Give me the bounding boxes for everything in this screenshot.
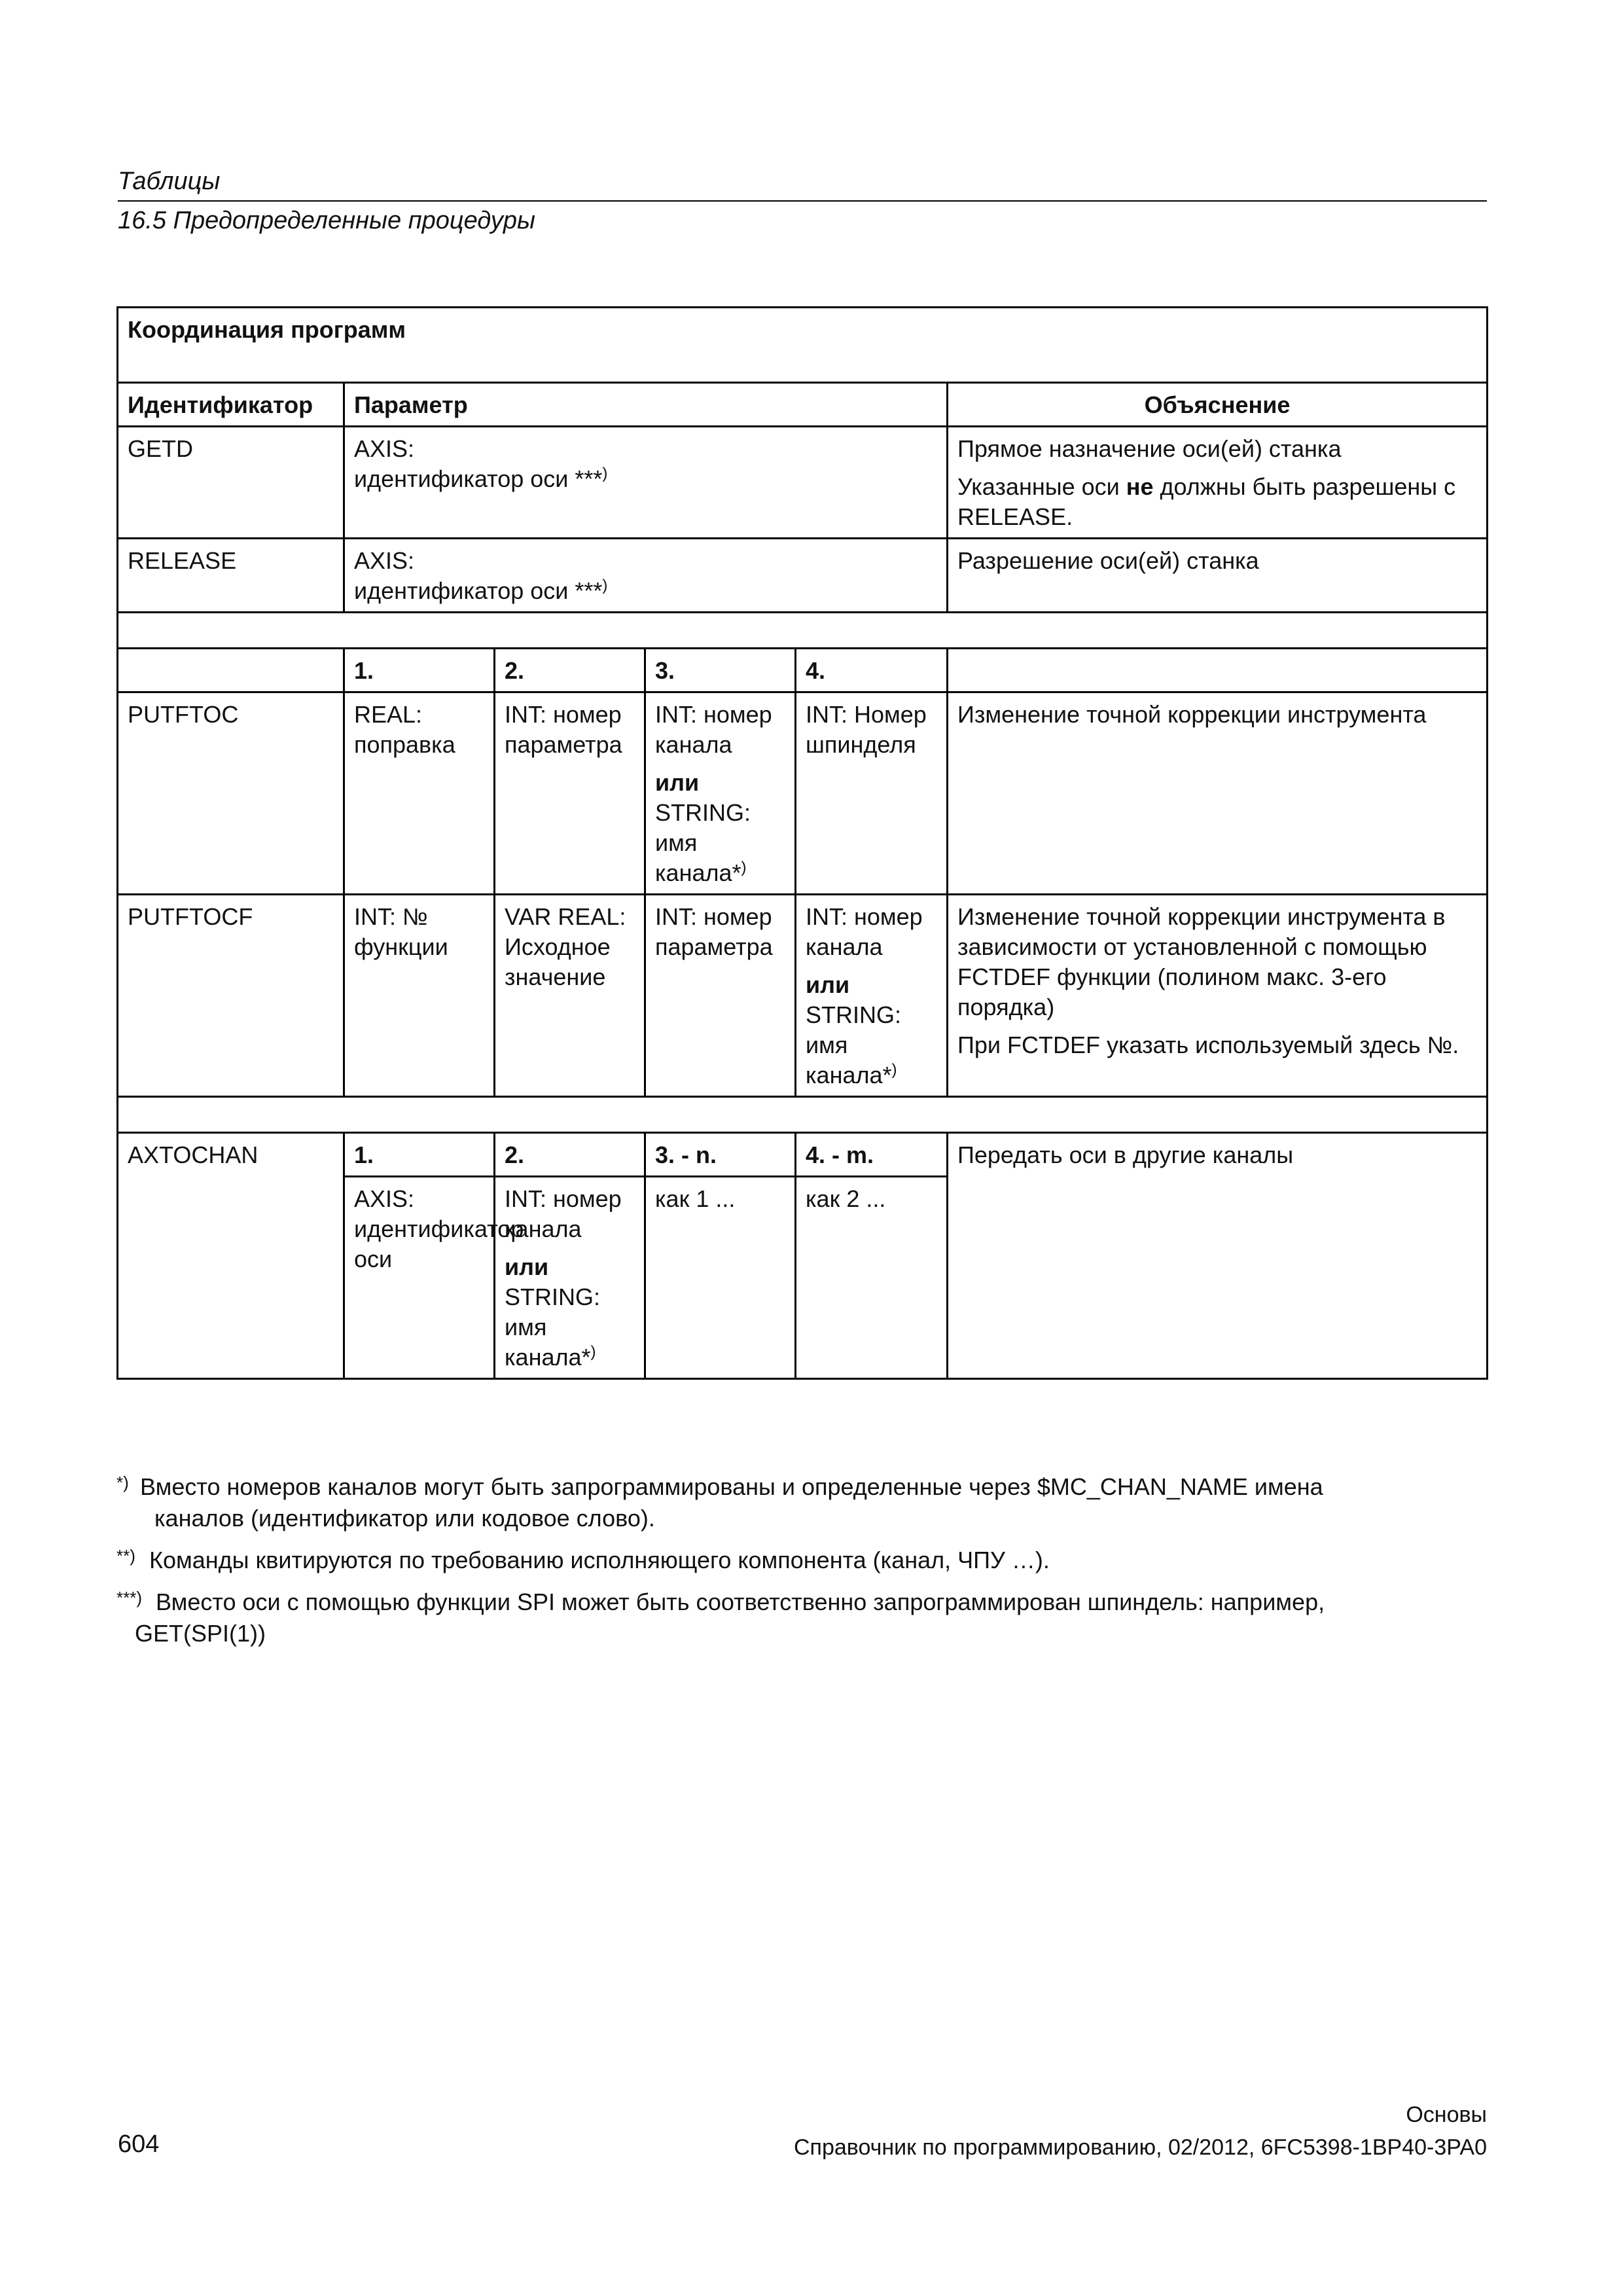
footer-book: Основы bbox=[1406, 2102, 1487, 2127]
param-text: STRING: имя канала*) bbox=[505, 1283, 601, 1371]
table-title: Координация программ bbox=[118, 308, 1488, 383]
row-identifier: RELEASE bbox=[118, 539, 344, 613]
table-title-row bbox=[118, 308, 1488, 383]
param-line: идентификатор оси ***) bbox=[354, 465, 608, 492]
row-identifier: PUTFTOCF bbox=[118, 895, 344, 1097]
param-1: INT: № функции bbox=[344, 895, 495, 1097]
separator bbox=[118, 1097, 1488, 1133]
or-label: или bbox=[505, 1253, 549, 1280]
footnote-text: Вместо номеров каналов могут быть запрограммированы и определенные через $MC_CHAN_NAME имена bbox=[140, 1473, 1323, 1500]
footnote-text: каналов (идентификатор или кодовое слово). bbox=[154, 1505, 655, 1532]
row-identifier: AXTOCHAN bbox=[118, 1133, 344, 1379]
or-label: или bbox=[655, 769, 700, 796]
param-3 bbox=[645, 692, 796, 895]
row-identifier: GETD bbox=[118, 427, 344, 539]
param-3: INT: номер параметра bbox=[645, 895, 796, 1097]
row-parameter bbox=[344, 427, 948, 539]
param-2: INT: номер параметра bbox=[495, 692, 645, 895]
footnote-text: Команды квитируются по требованию исполняющего компонента (канал, ЧПУ …). bbox=[149, 1547, 1050, 1573]
row-parameter bbox=[344, 539, 948, 613]
footnote-text: GET(SPI(1)) bbox=[135, 1620, 266, 1647]
param-2: VAR REAL: Исходное значение bbox=[495, 895, 645, 1097]
row-explanation bbox=[948, 895, 1488, 1097]
param-text: INT: номер канала bbox=[806, 903, 923, 960]
separator-row bbox=[118, 1097, 1488, 1133]
table-row-release bbox=[118, 539, 1488, 613]
param-number: 4. bbox=[796, 649, 948, 692]
row-explanation: Изменение точной коррекции инструмента bbox=[948, 692, 1488, 895]
footnote bbox=[116, 1545, 1488, 1576]
param-3: как 1 ... bbox=[645, 1177, 796, 1379]
footnote-marker: **) bbox=[116, 1546, 135, 1566]
param-number: 1. bbox=[344, 1133, 495, 1177]
param-number: 2. bbox=[495, 649, 645, 692]
explanation-text: Изменение точной коррекции инструмента в зависимости от установленной с помощью FCTDEF функции (полином макс. 3-его порядка) bbox=[957, 903, 1446, 1020]
param-number-row bbox=[118, 649, 1488, 692]
param-line: идентификатор оси ***) bbox=[354, 577, 608, 604]
explanation-text: При FCTDEF указать используемый здесь №. bbox=[957, 1031, 1459, 1058]
param-text: INT: номер канала bbox=[505, 1185, 622, 1242]
table-row-putftoc bbox=[118, 692, 1488, 895]
separator-row bbox=[118, 613, 1488, 649]
explanation-text: Прямое назначение оси(ей) станка bbox=[957, 435, 1342, 462]
row-explanation: Разрешение оси(ей) станка bbox=[948, 539, 1488, 613]
param-line: AXIS: bbox=[354, 547, 415, 574]
section-title: 16.5 Предопределенные процедуры bbox=[118, 207, 535, 234]
row-explanation: Передать оси в другие каналы bbox=[948, 1133, 1488, 1379]
param-number: 1. bbox=[344, 649, 495, 692]
param-line: AXIS: bbox=[354, 435, 415, 462]
param-1: REAL: поправка bbox=[344, 692, 495, 895]
param-2 bbox=[495, 1177, 645, 1379]
param-text: INT: номер канала bbox=[655, 701, 772, 758]
table-row-putftocf bbox=[118, 895, 1488, 1097]
col-parameter-header: Параметр bbox=[344, 383, 948, 427]
chapter-title: Таблицы bbox=[118, 168, 221, 195]
param-number: 3. - n. bbox=[645, 1133, 796, 1177]
row-identifier: PUTFTOC bbox=[118, 692, 344, 895]
header-rule bbox=[118, 200, 1487, 202]
col-identifier-header: Идентификатор bbox=[118, 383, 344, 427]
or-label: или bbox=[806, 971, 850, 998]
empty-cell bbox=[948, 649, 1488, 692]
param-number: 3. bbox=[645, 649, 796, 692]
param-number: 4. - m. bbox=[796, 1133, 948, 1177]
footnote-text: Вместо оси с помощью функции SPI может быть соответственно запрограммирован шпиндель: например, bbox=[156, 1588, 1325, 1615]
footnote-marker: ***) bbox=[116, 1588, 143, 1607]
param-4: как 2 ... bbox=[796, 1177, 948, 1379]
separator bbox=[118, 613, 1488, 649]
empty-cell bbox=[118, 649, 344, 692]
param-number: 2. bbox=[495, 1133, 645, 1177]
row-explanation bbox=[948, 427, 1488, 539]
param-1: AXIS: идентификатор оси bbox=[344, 1177, 495, 1379]
footnote bbox=[116, 1471, 1488, 1534]
page-number: 604 bbox=[118, 2130, 160, 2158]
param-text: STRING: имя канала*) bbox=[655, 799, 751, 886]
footnotes bbox=[116, 1471, 1488, 1660]
param-4 bbox=[796, 895, 948, 1097]
table-header-row bbox=[118, 383, 1488, 427]
table-row-axtochan bbox=[118, 1133, 1488, 1177]
footnote bbox=[116, 1587, 1488, 1649]
explanation-text: Указанные оси не должны быть разрешены с RELEASE. bbox=[957, 473, 1456, 530]
param-4: INT: Номер шпинделя bbox=[796, 692, 948, 895]
param-text: STRING: имя канала*) bbox=[806, 1001, 902, 1088]
footnote-marker: *) bbox=[116, 1473, 129, 1492]
table-row-getd bbox=[118, 427, 1488, 539]
col-explanation-header: Объяснение bbox=[948, 383, 1488, 427]
footer-reference: Справочник по программированию, 02/2012, 6FC5398-1BP40-3PA0 bbox=[794, 2135, 1487, 2160]
procedures-table bbox=[116, 306, 1488, 1380]
